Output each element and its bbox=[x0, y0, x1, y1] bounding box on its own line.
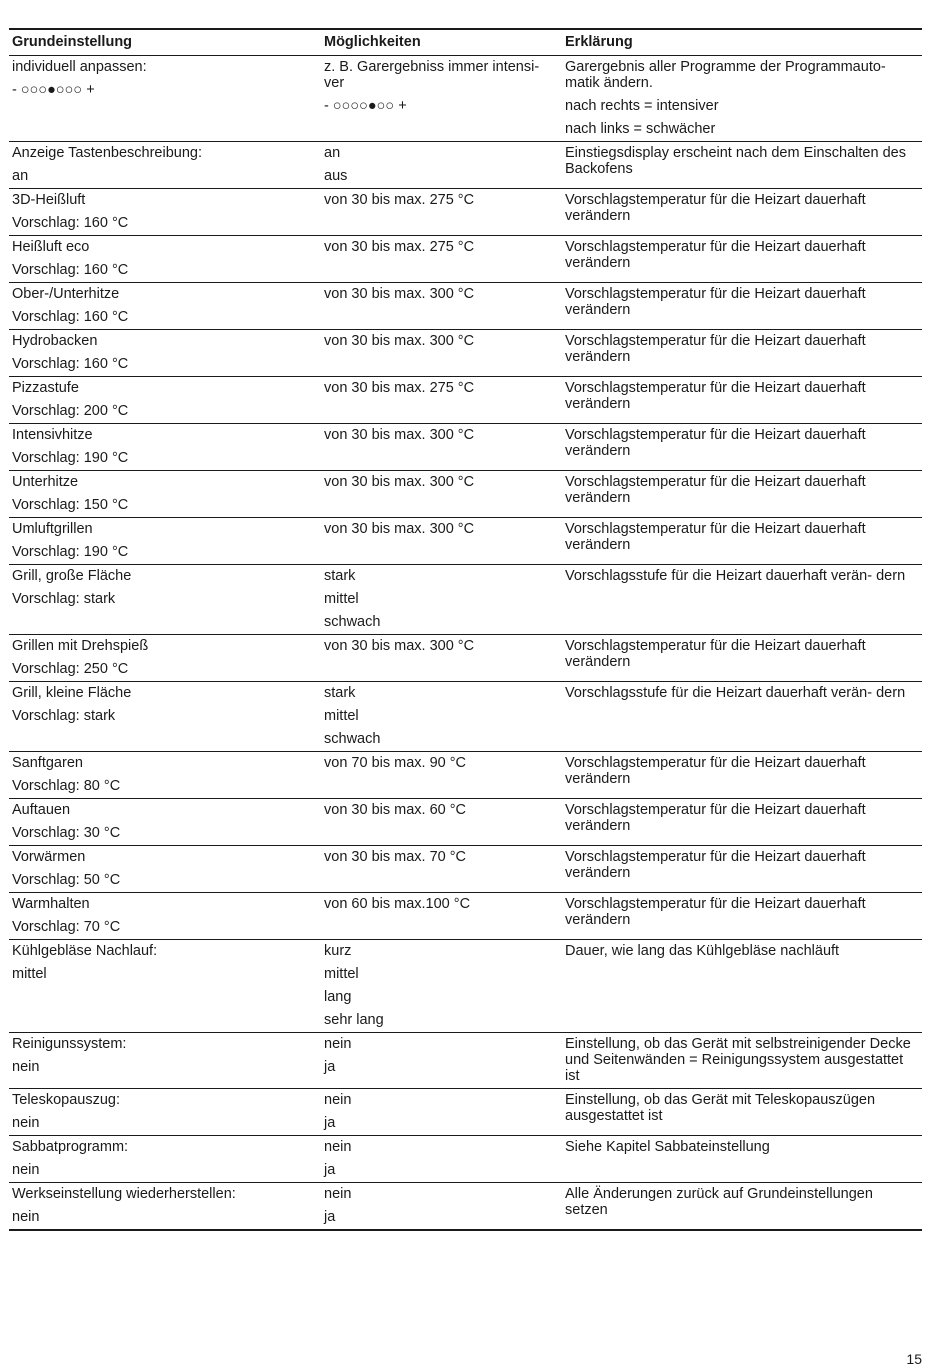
cell-options bbox=[321, 1136, 562, 1183]
cell-options bbox=[321, 565, 562, 635]
cell-line: mittel bbox=[324, 591, 359, 607]
cell-line: ja bbox=[324, 1209, 336, 1225]
cell-line: stark bbox=[324, 685, 356, 701]
cell-explanation bbox=[562, 752, 922, 799]
cell-options bbox=[321, 799, 562, 846]
cell-line: Vorwärmen bbox=[12, 849, 86, 865]
cell-line: Einstellung, ob das Gerät mit selbstreinigender Decke und Seitenwänden = Reinigungssystem ausgestattet ist bbox=[565, 1036, 911, 1084]
cell-explanation bbox=[562, 56, 922, 142]
cell-explanation bbox=[562, 1183, 922, 1231]
table-row bbox=[9, 940, 922, 1033]
cell-options bbox=[321, 283, 562, 330]
header-moeglichkeiten: Möglichkeiten bbox=[321, 29, 562, 56]
table-body bbox=[9, 56, 922, 1231]
cell-setting bbox=[9, 752, 321, 799]
cell-line: Grill, große Fläche bbox=[12, 568, 132, 584]
cell-explanation bbox=[562, 1089, 922, 1136]
cell-line: Vorschlagstemperatur für die Heizart dauerhaft verändern bbox=[565, 427, 866, 459]
cell-line: von 70 bis max. 90 °C bbox=[324, 755, 467, 771]
table-row bbox=[9, 330, 922, 377]
page-number: 15 bbox=[906, 1351, 922, 1367]
cell-line: Werkseinstellung wiederherstellen: bbox=[12, 1186, 236, 1202]
cell-line: nein bbox=[324, 1139, 352, 1155]
cell-options bbox=[321, 1183, 562, 1231]
cell-line: mittel bbox=[324, 708, 359, 724]
settings-table bbox=[9, 28, 922, 1231]
table-row bbox=[9, 752, 922, 799]
cell-explanation bbox=[562, 799, 922, 846]
cell-line: Vorschlag: 200 °C bbox=[12, 403, 129, 419]
cell-options bbox=[321, 189, 562, 236]
cell-line: ja bbox=[324, 1162, 336, 1178]
table-row bbox=[9, 1089, 922, 1136]
table-row bbox=[9, 1183, 922, 1231]
cell-line: von 30 bis max. 275 °C bbox=[324, 239, 475, 255]
cell-options bbox=[321, 471, 562, 518]
cell-line: Vorschlag: stark bbox=[12, 591, 116, 607]
cell-line: sehr lang bbox=[324, 1012, 384, 1028]
cell-setting bbox=[9, 330, 321, 377]
cell-line: nein bbox=[12, 1115, 40, 1131]
cell-line: an bbox=[12, 168, 29, 184]
table-header-row bbox=[9, 29, 922, 56]
cell-line: nein bbox=[324, 1092, 352, 1108]
table-row bbox=[9, 565, 922, 635]
cell-line: Vorschlagstemperatur für die Heizart dauerhaft verändern bbox=[565, 638, 866, 670]
cell-setting bbox=[9, 635, 321, 682]
cell-explanation bbox=[562, 1033, 922, 1089]
cell-line: ja bbox=[324, 1115, 336, 1131]
cell-setting bbox=[9, 283, 321, 330]
cell-line: schwach bbox=[324, 614, 381, 630]
cell-setting bbox=[9, 846, 321, 893]
cell-line: Intensivhitze bbox=[12, 427, 93, 443]
cell-line: 3D-Heißluft bbox=[12, 192, 86, 208]
header-grundeinstellung: Grundeinstellung bbox=[9, 29, 321, 56]
cell-line: Ober-/Unterhitze bbox=[12, 286, 120, 302]
cell-options bbox=[321, 142, 562, 189]
cell-line: mittel bbox=[12, 966, 47, 982]
cell-setting bbox=[9, 471, 321, 518]
cell-line: ja bbox=[324, 1059, 336, 1075]
cell-line: von 30 bis max. 300 °C bbox=[324, 427, 475, 443]
cell-line: Vorschlagsstufe für die Heizart dauerhaft verän- dern bbox=[565, 568, 906, 584]
cell-line: nach links = schwächer bbox=[565, 121, 716, 137]
cell-line: Vorschlagsstufe für die Heizart dauerhaft verän- dern bbox=[565, 685, 906, 701]
table-row bbox=[9, 846, 922, 893]
cell-setting bbox=[9, 518, 321, 565]
cell-setting bbox=[9, 377, 321, 424]
cell-line: von 30 bis max. 275 °C bbox=[324, 192, 475, 208]
cell-line: an bbox=[324, 145, 341, 161]
cell-line: nein bbox=[12, 1059, 40, 1075]
cell-line: Pizzastufe bbox=[12, 380, 79, 396]
table-row bbox=[9, 236, 922, 283]
cell-line: Umluftgrillen bbox=[12, 521, 93, 537]
cell-setting bbox=[9, 236, 321, 283]
cell-setting bbox=[9, 940, 321, 1033]
cell-line: Vorschlag: 250 °C bbox=[12, 661, 129, 677]
cell-options bbox=[321, 635, 562, 682]
cell-line: Vorschlagstemperatur für die Heizart dauerhaft verändern bbox=[565, 380, 866, 412]
cell-setting bbox=[9, 1183, 321, 1231]
cell-line: Siehe Kapitel Sabbateinstellung bbox=[565, 1139, 770, 1155]
cell-line: nach rechts = intensiver bbox=[565, 98, 719, 114]
cell-line: von 60 bis max.100 °C bbox=[324, 896, 471, 912]
cell-line: von 30 bis max. 300 °C bbox=[324, 474, 475, 490]
cell-line: von 30 bis max. 300 °C bbox=[324, 521, 475, 537]
cell-line: Garergebnis aller Programme der Programmauto- matik ändern. bbox=[565, 59, 886, 91]
settings-table-page bbox=[9, 28, 922, 1231]
cell-line: Vorschlagstemperatur für die Heizart dauerhaft verändern bbox=[565, 333, 866, 365]
cell-explanation bbox=[562, 236, 922, 283]
cell-line: von 30 bis max. 300 °C bbox=[324, 333, 475, 349]
cell-explanation bbox=[562, 893, 922, 940]
cell-options bbox=[321, 893, 562, 940]
cell-explanation bbox=[562, 142, 922, 189]
cell-line: Einstiegsdisplay erscheint nach dem Einschalten des Backofens bbox=[565, 145, 906, 177]
cell-line: Sabbatprogramm: bbox=[12, 1139, 129, 1155]
cell-options bbox=[321, 236, 562, 283]
cell-line: Vorschlag: 70 °C bbox=[12, 919, 121, 935]
cell-explanation bbox=[562, 283, 922, 330]
table-row bbox=[9, 518, 922, 565]
cell-setting bbox=[9, 565, 321, 635]
cell-line: aus bbox=[324, 168, 348, 184]
cell-line: Vorschlag: 50 °C bbox=[12, 872, 121, 888]
cell-line: nein bbox=[324, 1036, 352, 1052]
cell-line: Vorschlagstemperatur für die Heizart dauerhaft verändern bbox=[565, 239, 866, 271]
cell-line: von 30 bis max. 275 °C bbox=[324, 380, 475, 396]
table-row bbox=[9, 893, 922, 940]
cell-options bbox=[321, 424, 562, 471]
table-row bbox=[9, 682, 922, 752]
cell-explanation bbox=[562, 846, 922, 893]
cell-line: nein bbox=[12, 1209, 40, 1225]
cell-line: Grill, kleine Fläche bbox=[12, 685, 132, 701]
cell-line: Einstellung, ob das Gerät mit Teleskopauszügen ausgestattet ist bbox=[565, 1092, 876, 1124]
table-row bbox=[9, 471, 922, 518]
cell-explanation bbox=[562, 1136, 922, 1183]
cell-line: Vorschlag: 160 °C bbox=[12, 309, 129, 325]
cell-line: von 30 bis max. 300 °C bbox=[324, 286, 475, 302]
cell-explanation bbox=[562, 377, 922, 424]
cell-line: Vorschlag: 160 °C bbox=[12, 215, 129, 231]
cell-options bbox=[321, 752, 562, 799]
cell-line: Vorschlagstemperatur für die Heizart dauerhaft verändern bbox=[565, 896, 866, 928]
cell-line: schwach bbox=[324, 731, 381, 747]
cell-options bbox=[321, 940, 562, 1033]
cell-line: Kühlgebläse Nachlauf: bbox=[12, 943, 158, 959]
cell-line: Vorschlag: 190 °C bbox=[12, 450, 129, 466]
cell-line: Vorschlag: 160 °C bbox=[12, 356, 129, 372]
cell-line: lang bbox=[324, 989, 352, 1005]
cell-line: von 30 bis max. 70 °C bbox=[324, 849, 467, 865]
cell-setting bbox=[9, 1033, 321, 1089]
cell-explanation bbox=[562, 940, 922, 1033]
cell-options bbox=[321, 518, 562, 565]
cell-line: Vorschlagstemperatur für die Heizart dauerhaft verändern bbox=[565, 474, 866, 506]
cell-line: Vorschlag: 150 °C bbox=[12, 497, 129, 513]
cell-line: Grillen mit Drehspieß bbox=[12, 638, 149, 654]
cell-setting bbox=[9, 189, 321, 236]
cell-options bbox=[321, 682, 562, 752]
cell-line: Vorschlag: 80 °C bbox=[12, 778, 121, 794]
cell-line: Vorschlagstemperatur für die Heizart dauerhaft verändern bbox=[565, 521, 866, 553]
cell-line: nein bbox=[12, 1162, 40, 1178]
cell-explanation bbox=[562, 635, 922, 682]
cell-line: Teleskopauszug: bbox=[12, 1092, 121, 1108]
cell-line: Vorschlagstemperatur für die Heizart dauerhaft verändern bbox=[565, 286, 866, 318]
cell-options bbox=[321, 1033, 562, 1089]
table-row bbox=[9, 189, 922, 236]
cell-setting bbox=[9, 1136, 321, 1183]
cell-line: Sanftgaren bbox=[12, 755, 83, 771]
cell-line: kurz bbox=[324, 943, 352, 959]
cell-line: Anzeige Tastenbeschreibung: bbox=[12, 145, 202, 161]
cell-setting bbox=[9, 142, 321, 189]
cell-line: Vorschlagstemperatur für die Heizart dauerhaft verändern bbox=[565, 802, 866, 834]
cell-line: Heißluft eco bbox=[12, 239, 90, 255]
cell-line: Unterhitze bbox=[12, 474, 79, 490]
cell-setting bbox=[9, 893, 321, 940]
cell-setting bbox=[9, 424, 321, 471]
cell-line: Hydrobacken bbox=[12, 333, 98, 349]
table-row bbox=[9, 424, 922, 471]
cell-line: stark bbox=[324, 568, 356, 584]
cell-line: Vorschlagstemperatur für die Heizart dauerhaft verändern bbox=[565, 849, 866, 881]
cell-line: - ○○○○●○○ + bbox=[324, 98, 407, 114]
cell-line: Vorschlag: stark bbox=[12, 708, 116, 724]
cell-line: Auftauen bbox=[12, 802, 71, 818]
cell-line: nein bbox=[324, 1186, 352, 1202]
cell-options bbox=[321, 56, 562, 142]
cell-options bbox=[321, 377, 562, 424]
cell-explanation bbox=[562, 682, 922, 752]
cell-line: Alle Änderungen zurück auf Grundeinstellungen setzen bbox=[565, 1186, 873, 1218]
table-row bbox=[9, 283, 922, 330]
cell-line: Reinigunssystem: bbox=[12, 1036, 127, 1052]
cell-line: Warmhalten bbox=[12, 896, 90, 912]
header-erklaerung: Erklärung bbox=[562, 29, 922, 56]
cell-line: Dauer, wie lang das Kühlgebläse nachläuft bbox=[565, 943, 840, 959]
cell-explanation bbox=[562, 518, 922, 565]
cell-setting bbox=[9, 682, 321, 752]
table-row bbox=[9, 142, 922, 189]
cell-explanation bbox=[562, 189, 922, 236]
cell-line: z. B. Garergebniss immer intensi- ver bbox=[324, 59, 540, 91]
cell-setting bbox=[9, 799, 321, 846]
cell-line: Vorschlag: 160 °C bbox=[12, 262, 129, 278]
cell-setting bbox=[9, 56, 321, 142]
cell-line: Vorschlag: 30 °C bbox=[12, 825, 121, 841]
cell-explanation bbox=[562, 424, 922, 471]
cell-setting bbox=[9, 1089, 321, 1136]
cell-line: Vorschlagstemperatur für die Heizart dauerhaft verändern bbox=[565, 755, 866, 787]
cell-line: - ○○○●○○○ + bbox=[12, 82, 95, 98]
cell-explanation bbox=[562, 565, 922, 635]
table-row bbox=[9, 1033, 922, 1089]
cell-explanation bbox=[562, 471, 922, 518]
cell-options bbox=[321, 330, 562, 377]
table-row bbox=[9, 56, 922, 142]
cell-line: von 30 bis max. 60 °C bbox=[324, 802, 467, 818]
cell-line: Vorschlag: 190 °C bbox=[12, 544, 129, 560]
cell-options bbox=[321, 846, 562, 893]
table-row bbox=[9, 635, 922, 682]
cell-options bbox=[321, 1089, 562, 1136]
table-row bbox=[9, 377, 922, 424]
cell-line: von 30 bis max. 300 °C bbox=[324, 638, 475, 654]
cell-explanation bbox=[562, 330, 922, 377]
cell-line: individuell anpassen: bbox=[12, 59, 147, 75]
cell-line: Vorschlagstemperatur für die Heizart dauerhaft verändern bbox=[565, 192, 866, 224]
table-row bbox=[9, 1136, 922, 1183]
table-row bbox=[9, 799, 922, 846]
cell-line: mittel bbox=[324, 966, 359, 982]
